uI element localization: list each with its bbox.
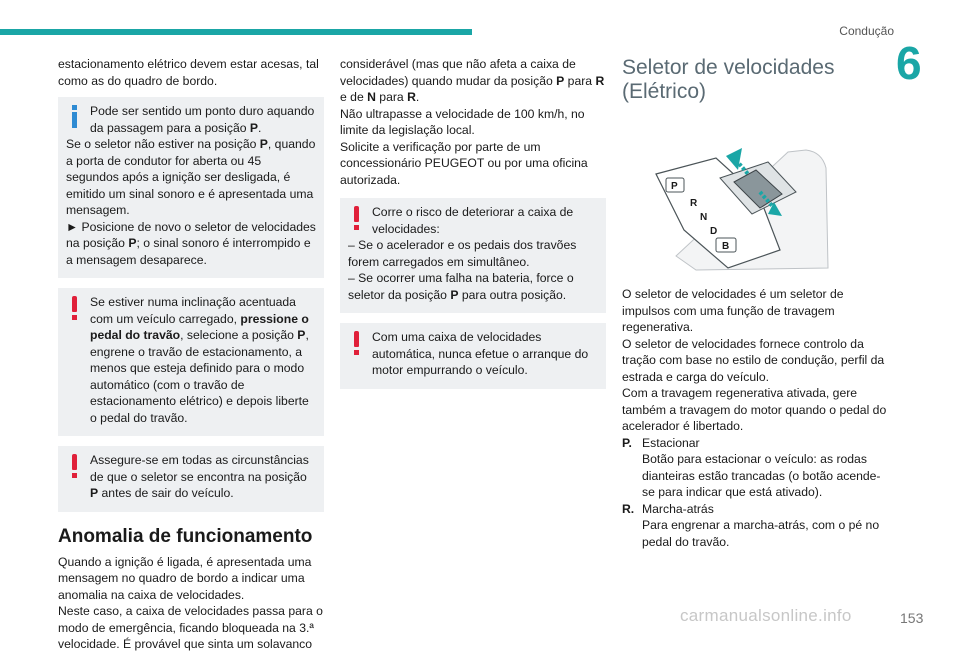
warning-icon (352, 331, 360, 355)
warning-line-2: – Se o acelerador e os pedais dos travões forem carregados em simultâneo. (348, 238, 577, 269)
warning-line-1: Corre o risco de deteriorar a caixa de velocidades: (372, 205, 574, 236)
speed-paragraph: Não ultrapasse a velocidade de 100 km/h, no limite da legislação local. (340, 106, 585, 137)
figure-label-p: P (671, 181, 678, 192)
figure-label-b: B (722, 241, 730, 252)
figure-label-d: D (710, 226, 718, 237)
warning-icon (70, 454, 78, 478)
warning-line-3: – Se ocorrer uma falha na bateria, force o seletor da posição P para outra posição. (348, 271, 574, 302)
warning-box-incline (58, 288, 324, 436)
warning-text: Com uma caixa de velocidades automática, nunca efetue o arranque do motor empurrando o veículo. (372, 330, 589, 377)
section-paragraph-2: Neste caso, a caixa de velocidades passa para o modo de emergência, ficando bloqueada na 3.ª velocidade. É provável que sinta um solavanco (58, 604, 323, 651)
section-heading: Anomalia de funcionamento (58, 525, 313, 547)
intro-paragraph: estacionamento elétrico devem estar acesas, tal como as do quadro de bordo. (58, 57, 319, 88)
selector-paragraph-3: Com a travagem regenerativa ativada, gere também a travagem do motor quando o pedal do acelerador é libertado. (622, 386, 887, 433)
chapter-number: 6 (896, 37, 922, 89)
warning-text: Assegure-se em todas as circunstâncias de que o seletor se encontra na posição P antes de sair do veículo. (90, 453, 309, 500)
section-title: Seletor de velocidades (Elétrico) (622, 56, 835, 103)
info-line-3: ► Posicione de novo o seletor de velocidades na posição P; o sinal sonoro é interrompido e a mensagem desaparece. (66, 219, 316, 267)
figure-label-r: R (690, 198, 698, 209)
gear-selector-illustration (656, 118, 828, 270)
position-list (622, 435, 888, 551)
watermark: carmanualsonline.info (680, 606, 852, 625)
warning-box-exit (58, 446, 324, 512)
column-left (58, 56, 324, 653)
info-line-1: Pode ser sentido um ponto duro aquando da passagem para a posição P. (90, 104, 315, 135)
info-box (58, 97, 324, 278)
selector-paragraph-1: O seletor de velocidades é um seletor de impulsos com uma função de travagem regenerativa. (622, 287, 844, 334)
header-accent-bar (0, 29, 472, 35)
warning-text: Se estiver numa inclinação acentuada com um veículo carregado, pressione o pedal do travão, selecione a posição P, engrene o travão de estacionamento, a menos que esteja definido para o modo automático (com o travão de estacionamento elétrico) e depois liberte o pedal do travão. (90, 295, 309, 425)
section-paragraph-1: Quando a ignição é ligada, é apresentada uma mensagem no quadro de bordo a indicar uma anomalia na caixa de velocidades. (58, 554, 312, 602)
warning-box-damage (340, 198, 606, 313)
info-icon (70, 105, 78, 129)
paragraph-continued: considerável (mas que não afeta a caixa de velocidades) quando mudar da posição P para R e de N para R. (340, 57, 605, 104)
info-line-2: Se o seletor não estiver na posição P, quando a porta de condutor for aberta ou 45 segundos após a ignição ser desligada, é emitido um sinal sonoro e é apresentada uma mensagem. (66, 137, 316, 217)
page-number: 153 (900, 610, 924, 626)
column-middle (340, 56, 606, 389)
warning-box-push-start (340, 323, 606, 389)
warning-icon (70, 296, 78, 320)
dealer-paragraph: Solicite a verificação por parte de um concessionário PEUGEOT ou por uma oficina autorizada. (340, 139, 588, 187)
list-item: P. Estacionar Botão para estacionar o veículo: as rodas dianteiras estão trancadas (o botão acende-se para indicar que está ativado). (622, 435, 881, 499)
selector-paragraph-2: O seletor de velocidades fornece controlo da tração com base no estilo de condução, perfil da estrada e carga do veículo. (622, 336, 885, 384)
chapter-title: Condução (839, 24, 894, 38)
figure-label-n: N (700, 212, 708, 223)
warning-icon (352, 206, 360, 230)
list-item: R. Marcha-atrás Para engrenar a marcha-atrás, com o pé no pedal do travão. (622, 501, 880, 549)
